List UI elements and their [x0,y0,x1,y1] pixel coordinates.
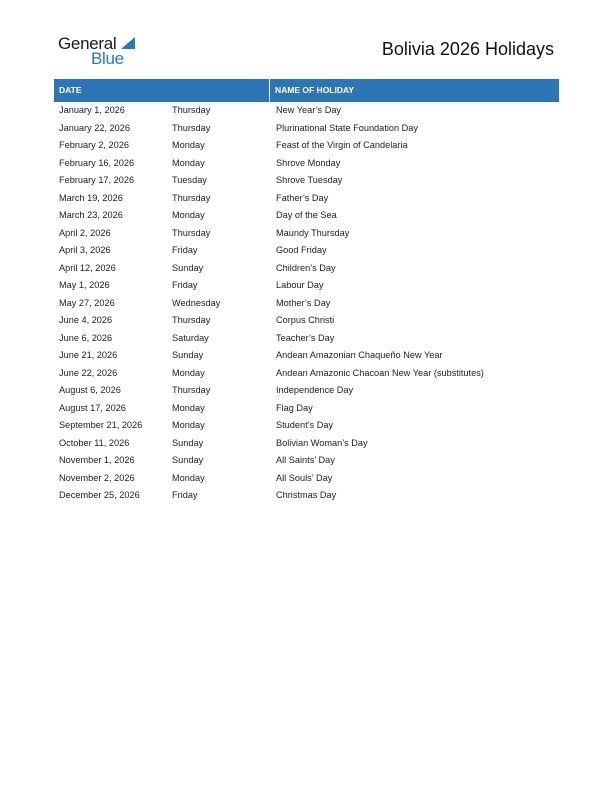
holiday-name: Maundy Thursday [276,227,350,238]
holiday-name: Christmas Day [276,490,337,500]
logo-triangle-icon [121,37,135,49]
page-title: Bolivia 2026 Holidays [381,39,554,59]
generalblue-logo [58,34,148,68]
holiday-date: March 19, 2026 [59,192,123,203]
column-header-name: NAME OF HOLIDAY [275,85,355,95]
holiday-weekday: Saturday [172,332,209,343]
table-row [54,172,559,190]
table-row [54,155,559,173]
holiday-name: Flag Day [276,402,313,413]
holiday-weekday: Friday [172,490,198,500]
holiday-date: June 6, 2026 [59,332,113,343]
holiday-name: Bolivian Woman’s Day [276,437,368,448]
holiday-name: Father’s Day [276,192,329,203]
table-row [54,102,559,120]
holiday-weekday: Friday [172,245,198,255]
holiday-name: Feast of the Virgin of Candelaria [276,140,408,150]
holiday-weekday: Monday [172,402,205,413]
holiday-weekday: Sunday [172,350,204,360]
holiday-date: August 17, 2026 [59,402,126,413]
holiday-weekday: Sunday [172,437,204,448]
holiday-weekday: Thursday [172,105,211,115]
holiday-weekday: Sunday [172,262,204,273]
holiday-weekday: Monday [172,157,205,168]
holiday-date: February 17, 2026 [59,175,135,185]
table-body [54,102,559,505]
holiday-date: January 1, 2026 [59,105,125,115]
holiday-name: Andean Amazonic Chacoan New Year (substitutes) [276,367,484,378]
holiday-date: June 21, 2026 [59,350,118,360]
holiday-weekday: Wednesday [172,297,221,308]
holiday-name: Children’s Day [276,262,336,273]
holiday-weekday: Thursday [172,315,211,325]
holiday-weekday: Friday [172,280,198,290]
holiday-date: August 6, 2026 [59,385,121,395]
table-row [54,120,559,138]
holiday-name: Shrove Monday [276,157,341,168]
table-row [54,435,559,453]
logo-word-general: General [58,34,117,53]
table-row [54,242,559,260]
holiday-name: Student’s Day [276,420,334,430]
holiday-name: Andean Amazonian Chaqueño New Year [276,350,443,360]
holiday-date: December 25, 2026 [59,490,140,500]
holiday-date: October 11, 2026 [59,437,130,448]
holiday-weekday: Tuesday [172,175,207,185]
holiday-name: Shrove Tuesday [276,175,343,185]
holiday-date: February 2, 2026 [59,140,129,150]
table-row [54,382,559,400]
holiday-name: Mother’s Day [276,297,331,308]
table-row [54,470,559,488]
holiday-date: June 4, 2026 [59,315,113,325]
holiday-weekday: Thursday [172,192,211,203]
holiday-date: February 16, 2026 [59,157,135,168]
holiday-date: April 2, 2026 [59,227,111,238]
holiday-name: Independence Day [276,385,354,395]
table-row [54,365,559,383]
holiday-weekday: Monday [172,140,205,150]
holiday-date: January 22, 2026 [59,122,131,133]
holiday-date: September 21, 2026 [59,420,143,430]
holiday-name: All Saints’ Day [276,455,335,465]
holiday-table [54,79,559,505]
holiday-date: May 27, 2026 [59,297,115,308]
holiday-date: March 23, 2026 [59,210,123,220]
holiday-name: Plurinational State Foundation Day [276,122,418,133]
holiday-date: June 22, 2026 [59,367,118,378]
holiday-weekday: Thursday [172,122,211,133]
holiday-weekday: Monday [172,210,205,220]
table-row [54,400,559,418]
holiday-weekday: Monday [172,420,205,430]
table-row [54,487,559,505]
holiday-name: All Souls’ Day [276,472,333,483]
logo-word-blue: Blue [91,49,124,68]
table-row [54,277,559,295]
table-row [54,225,559,243]
column-header-date: DATE [54,79,270,102]
holiday-name: Day of the Sea [276,210,337,220]
holiday-weekday: Monday [172,472,205,483]
table-row [54,190,559,208]
holiday-date: April 12, 2026 [59,262,116,273]
table-row [54,330,559,348]
holiday-name: Labour Day [276,280,324,290]
holiday-weekday: Sunday [172,455,204,465]
holiday-name: Teacher’s Day [276,332,335,343]
holiday-date: November 2, 2026 [59,472,135,483]
table-row [54,260,559,278]
holiday-weekday: Monday [172,367,205,378]
table-row [54,312,559,330]
holiday-name: New Year’s Day [276,105,342,115]
holiday-weekday: Thursday [172,227,211,238]
table-row [54,452,559,470]
holiday-date: April 3, 2026 [59,245,111,255]
table-row [54,137,559,155]
table-row [54,207,559,225]
table-row [54,347,559,365]
holiday-weekday: Thursday [172,385,211,395]
holiday-date: May 1, 2026 [59,280,110,290]
holiday-date: November 1, 2026 [59,455,135,465]
holiday-name: Good Friday [276,245,327,255]
table-header [54,79,559,102]
table-row [54,295,559,313]
table-row [54,417,559,435]
holiday-name: Corpus Christi [276,315,335,325]
